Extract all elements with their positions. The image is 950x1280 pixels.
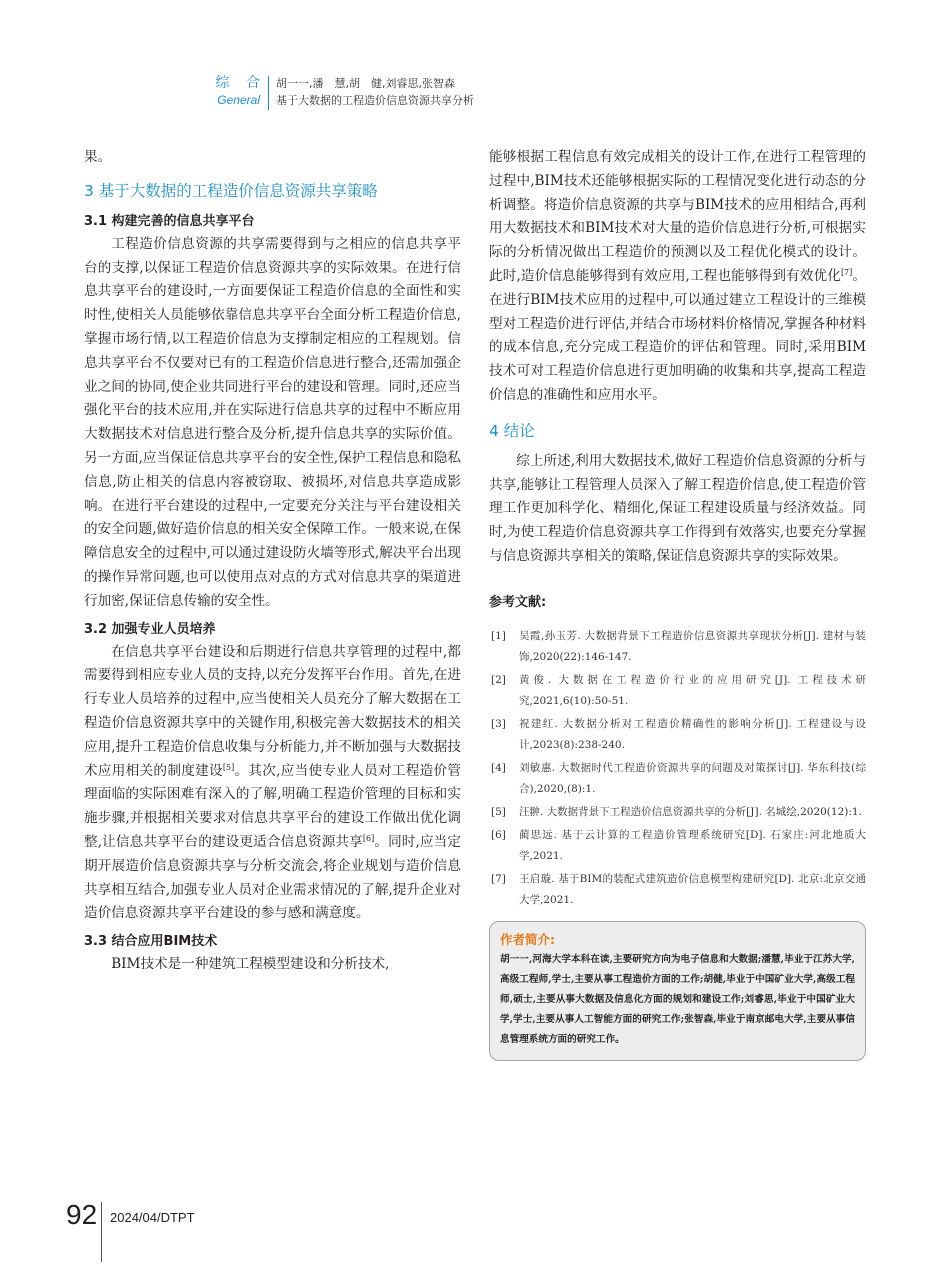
header-meta (276, 75, 474, 109)
author-bio-text: 胡一一,河海大学本科在读,主要研究方向为电子信息和大数据;潘慧,毕业于江苏大学,高级工程师,学士,主要从事工程造价方面的工作;胡健,毕业于中国矿业大学,高级工程师,硕士,主要从事大数据及信息化方面的规划和建设工作;刘睿思,毕业于中国矿业大学,学士,主要从事人工智能方面的研究工作;张智森,毕业于南京邮电大学,主要从事信息管理系统方面的研究工作。 (500, 953, 855, 1045)
subsection-heading-3-3: 3.3 结合应用BIM技术 (84, 934, 218, 950)
paragraph-conclusion: 综上所述,利用大数据技术,做好工程造价信息资源的分析与共享,能够让工程管理人员深入了解工程造价信息,使工程造价管理工作更加科学化、精细化,保证工程建设质量与经济效益。同时,为使工程造价信息资源共享工作得到有效落实,也要充分掌握与信息资源共享相关的策略,保证信息资源共享的实际效果。 (489, 452, 866, 564)
author-bio-title: 作者简介: (500, 931, 555, 947)
reference-number: [1] (491, 629, 506, 642)
section-heading-4: 4 结论 (489, 421, 535, 440)
reference-item (489, 670, 866, 712)
citation-6[interactable]: [6] (362, 833, 375, 843)
section-heading-3: 3 基于大数据的工程造价信息资源共享策略 (84, 181, 378, 200)
reference-text: 黄俊. 大数据在工程造价行业的应用研究[J]. 工程技术研究,2021,6(10):50-51. (519, 673, 866, 707)
header-divider (268, 76, 269, 110)
footer-divider (101, 1202, 102, 1262)
reference-text: 蔺思远. 基于云计算的工程造价管理系统研究[D]. 石家庄:河北地质大学,2021. (519, 828, 866, 862)
subsection-heading-3-1: 3.1 构建完善的信息共享平台 (84, 213, 255, 229)
references-title: 参考文献: (489, 594, 547, 610)
reference-number: [3] (491, 717, 506, 730)
paragraph-3-3-part-2: 。在进行BIM技术应用的过程中,可以通过建立工程设计的三维模型对工程造价进行评估,并结合市场材料价格情况,掌握各种材料的成本信息,充分完成工程造价的评估和管理。同时,采用BIM技术可对工程造价信息进行更加明确的收集和共享,提高工程造价信息的准确性和应用水平。 (489, 267, 867, 403)
right-column (489, 146, 866, 1061)
paragraph-continuation: 果。 (84, 149, 112, 165)
paragraph-3-3: BIM技术是一种建筑工程模型建设和分析技术, (111, 956, 390, 973)
reference-item (489, 869, 866, 911)
reference-text: 王启璇. 基于BIM的装配式建筑造价信息模型构建研究[D]. 北京:北京交通大学,2021. (519, 872, 866, 906)
reference-item (489, 714, 866, 756)
paragraph-3-2-part-1: 在信息共享平台建设和后期进行信息共享管理的过程中,都需要得到相应专业人员的支持,以充分发挥平台作用。首先,在进行专业人员培养的过程中,应当使相关人员充分了解大数据在工程造价信息资源共享中的关键作用,积极完善大数据技术的相关应用,提升工程造价信息收集与分析能力,并不断加强与大数据技术应用相关的制度建设 (84, 643, 461, 779)
reference-text: 刘敏惠. 大数据时代工程造价资源共享的问题及对策探讨[J]. 华东科技(综合),2020,(8):1. (519, 761, 866, 795)
reference-number: [2] (491, 673, 506, 686)
reference-number: [4] (491, 761, 506, 774)
reference-text: 祝建红. 大数据分析对工程造价精确性的影响分析[J]. 工程建设与设计,2023(8):238-240. (519, 717, 866, 751)
section-label-cn: 综 合 (215, 75, 266, 91)
section-label (212, 74, 266, 108)
section-label-en: General (217, 93, 260, 107)
reference-text: 吴霞,孙玉芳. 大数据背景下工程造价信息资源共享现状分析[J]. 建材与装饰,2020(22):146-147. (519, 629, 866, 663)
paragraph-3-1: 工程造价信息资源的共享需要得到与之相应的信息共享平台的支撑,以保证工程造价信息资源共享的实际效果。在进行信息共享平台的建设时,一方面要保证工程造价信息的全面性和实时性,使相关人员能够依靠信息共享平台全面分析工程造价信息,掌握市场行情,以工程造价信息为支撑制定相应的工程规划。信息共享平台不仅要对已有的工程造价信息进行整合,还需加强企业之间的协同,使企业共同进行平台的建设和管理。同时,还应当强化平台的技术应用,并在实际进行信息共享的过程中不断应用大数据技术对信息进行整合及分析,提升信息共享的实际价值。另一方面,应当保证信息共享平台的安全性,保护工程信息和隐私信息,防止相关的信息内容被窃取、被损坏,对信息共享造成影响。在进行平台建设的过程中,一定要充分关注与平台建设相关的安全问题,做好造价信息的相关安全保障工作。一般来说,在保障信息安全的过程中,可以通过建设防火墙等形式,解决平台出现的操作异常问题,也可以使用点对点的方式对信息共享的渠道进行加密,保证信息传输的安全性。 (84, 235, 461, 609)
paragraph-3-2 (84, 641, 461, 927)
reference-text: 汪翀. 大数据背景下工程造价信息资源共享的分析[J]. 名城绘,2020(12):1. (519, 805, 862, 818)
header-authors: 胡一一,潘 慧,胡 健,刘睿思,张智森 (276, 77, 455, 90)
paragraph-3-3-part-1: 能够根据工程信息有效完成相关的设计工作,在进行工程管理的过程中,BIM技术还能够根据实际的工程情况变化进行动态的分析调整。将造价信息资源的共享与BIM技术的应用相结合,再利用大数据技术和BIM技术对大量的造价信息进行分析,可根据实际的分析情况做出工程造价的预测以及工程优化模式的设计。此时,造价信息能够得到有效应用,工程也能够得到有效优化 (489, 149, 866, 284)
reference-item (489, 626, 866, 668)
header-article-title: 基于大数据的工程造价信息资源共享分析 (276, 94, 474, 107)
reference-item (489, 758, 866, 800)
reference-item (489, 802, 866, 823)
paragraph-3-3-continued (489, 146, 866, 408)
citation-7[interactable]: [7] (840, 267, 853, 277)
reference-number: [6] (491, 828, 506, 841)
page-number: 92 (66, 1199, 98, 1230)
paragraph-3-2-part-3: 。同时,应当定期开展造价信息资源共享与分析交流会,将企业规划与造价信息共享相互结合,加强专业人员对企业需求情况的了解,提升企业对造价信息资源共享平台建设的参与感和满意度。 (84, 833, 461, 922)
reference-list (489, 626, 866, 911)
reference-item (489, 825, 866, 867)
subsection-heading-3-2: 3.2 加强专业人员培养 (84, 621, 216, 637)
left-column (84, 146, 461, 977)
reference-number: [7] (491, 872, 506, 885)
reference-number: [5] (491, 805, 506, 818)
citation-5[interactable]: [5] (222, 762, 235, 772)
issue-label: 2024/04/DTPT (110, 1210, 195, 1225)
author-bio-box (489, 921, 866, 1061)
paragraph-3-2-part-2: 。其次,应当使专业人员对工程造价管理面临的实际困难有深入的了解,明确工程造价管理的目标和实施步骤,并根据相关要求对信息共享平台的建设工作做出优化调整,让信息共享平台的建设更适合信息资源共享 (84, 762, 461, 850)
